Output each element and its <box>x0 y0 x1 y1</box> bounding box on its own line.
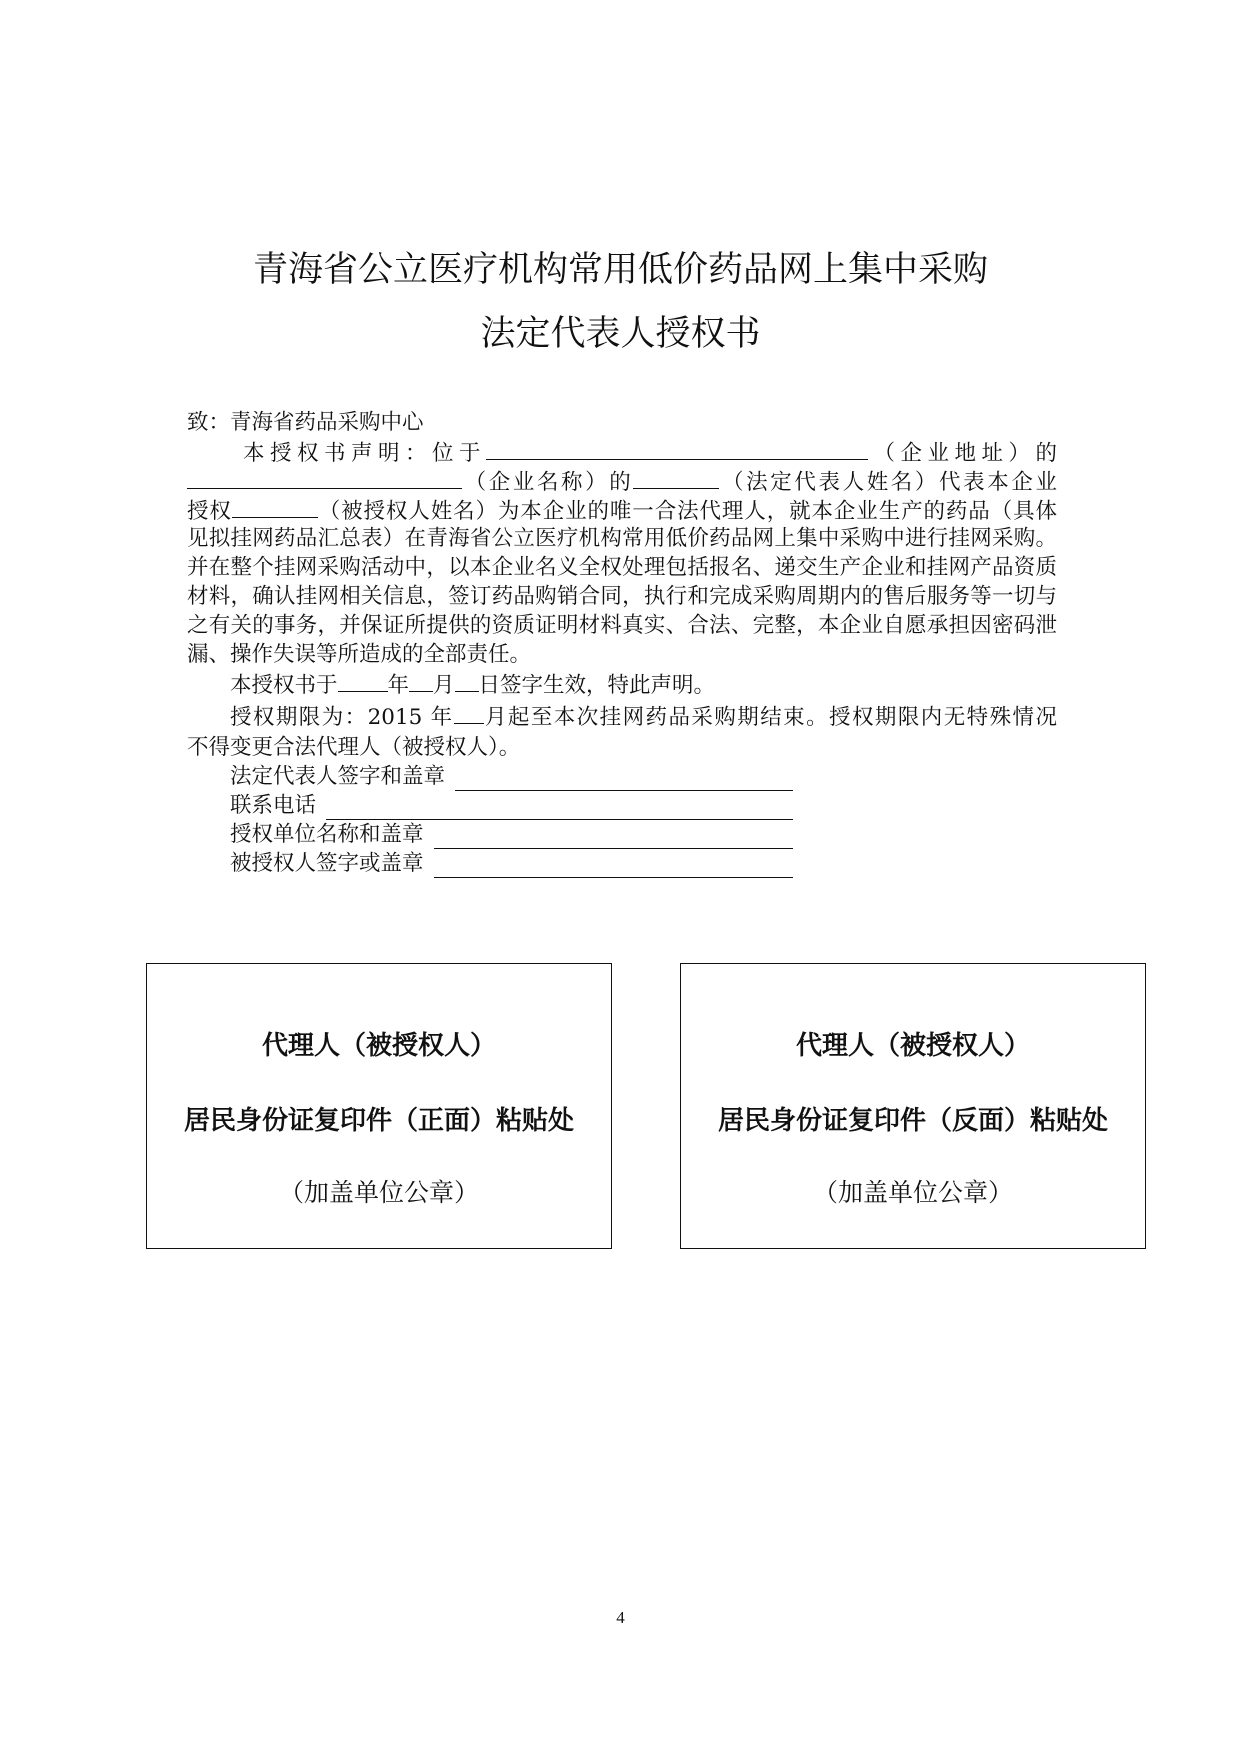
document-subtitle: 法定代表人授权书 <box>480 314 761 354</box>
signature-label: 联系电话 <box>230 793 317 818</box>
text: 本授权书于 <box>230 673 338 698</box>
day-blank[interactable] <box>455 669 479 692</box>
period-line: 不得变更合法代理人（被授权人）。 <box>187 735 521 760</box>
statement-line: 漏、操作失误等所造成的全部责任。 <box>187 642 532 667</box>
statement-line: 材料，确认挂网相关信息，签订药品购销合同，执行和完成采购周期内的售后服务等一切与 <box>187 584 1057 609</box>
text: （企业地址）的 <box>867 441 1057 466</box>
page-number: 4 <box>616 1608 625 1627</box>
signature-blank[interactable] <box>455 770 793 791</box>
period-month-blank[interactable] <box>454 701 484 724</box>
box-heading: 居民身份证复印件（反面）粘贴处 <box>717 1106 1108 1136</box>
statement-line: 并在整个挂网采购活动中，以本企业名义全权处理包括报名、递交生产企业和挂网产品资质 <box>187 555 1057 580</box>
effective-date-line <box>187 669 1057 698</box>
period-line <box>187 701 1057 730</box>
text: 本授权书声明：位于 <box>243 441 486 466</box>
id-back-paste-box <box>680 963 1146 1249</box>
text: 月 <box>433 673 455 698</box>
authorization-body <box>187 408 1057 878</box>
authorized-person-name-blank[interactable] <box>232 495 318 518</box>
box-heading: 居民身份证复印件（正面）粘贴处 <box>183 1106 574 1136</box>
box-heading: 代理人（被授权人） <box>261 1031 496 1061</box>
text: （被授权人姓名）为本企业的唯一合法代理人，就本企业生产的药品（具体 <box>317 499 1057 524</box>
text: 授权期限为：2015 年 <box>230 705 454 730</box>
phone-blank[interactable] <box>326 799 793 820</box>
signature-row <box>187 762 1065 791</box>
signature-blank[interactable] <box>434 828 793 849</box>
id-front-paste-box <box>146 963 612 1249</box>
company-address-blank[interactable] <box>486 437 868 460</box>
signature-label: 被授权人签字或盖章 <box>230 851 424 876</box>
company-name-blank[interactable] <box>187 466 462 489</box>
month-blank[interactable] <box>409 669 433 692</box>
legal-rep-name-blank[interactable] <box>633 466 719 489</box>
text: 授权 <box>187 499 232 524</box>
signature-row <box>187 791 1065 820</box>
box-note: （加盖单位公章） <box>278 1178 479 1207</box>
text: 日签字生效，特此声明。 <box>478 673 716 698</box>
year-blank[interactable] <box>338 669 388 692</box>
signature-label: 法定代表人签字和盖章 <box>230 764 446 789</box>
signature-label: 授权单位名称和盖章 <box>230 822 424 847</box>
box-note: （加盖单位公章） <box>812 1178 1013 1207</box>
text: 月起至本次挂网药品采购期结束。授权期限内无特殊情况 <box>483 705 1057 730</box>
box-heading: 代理人（被授权人） <box>795 1031 1030 1061</box>
document-title: 青海省公立医疗机构常用低价药品网上集中采购 <box>252 250 988 290</box>
text: （企业名称）的 <box>462 470 634 495</box>
statement-line <box>187 466 1057 495</box>
signature-row <box>187 849 1065 878</box>
text: （法定代表人姓名）代表本企业 <box>719 470 1057 495</box>
statement-line <box>187 495 1057 524</box>
statement-line <box>187 437 1057 466</box>
signature-row <box>187 820 1065 849</box>
text: 年 <box>387 673 410 698</box>
signature-blank[interactable] <box>434 857 793 878</box>
addressee: 致：青海省药品采购中心 <box>187 410 424 435</box>
statement-line: 见拟挂网药品汇总表）在青海省公立医疗机构常用低价药品网上集中采购中进行挂网采购。 <box>187 526 1057 551</box>
statement-line: 之有关的事务，并保证所提供的资质证明材料真实、合法、完整，本企业自愿承担因密码泄 <box>187 613 1057 638</box>
